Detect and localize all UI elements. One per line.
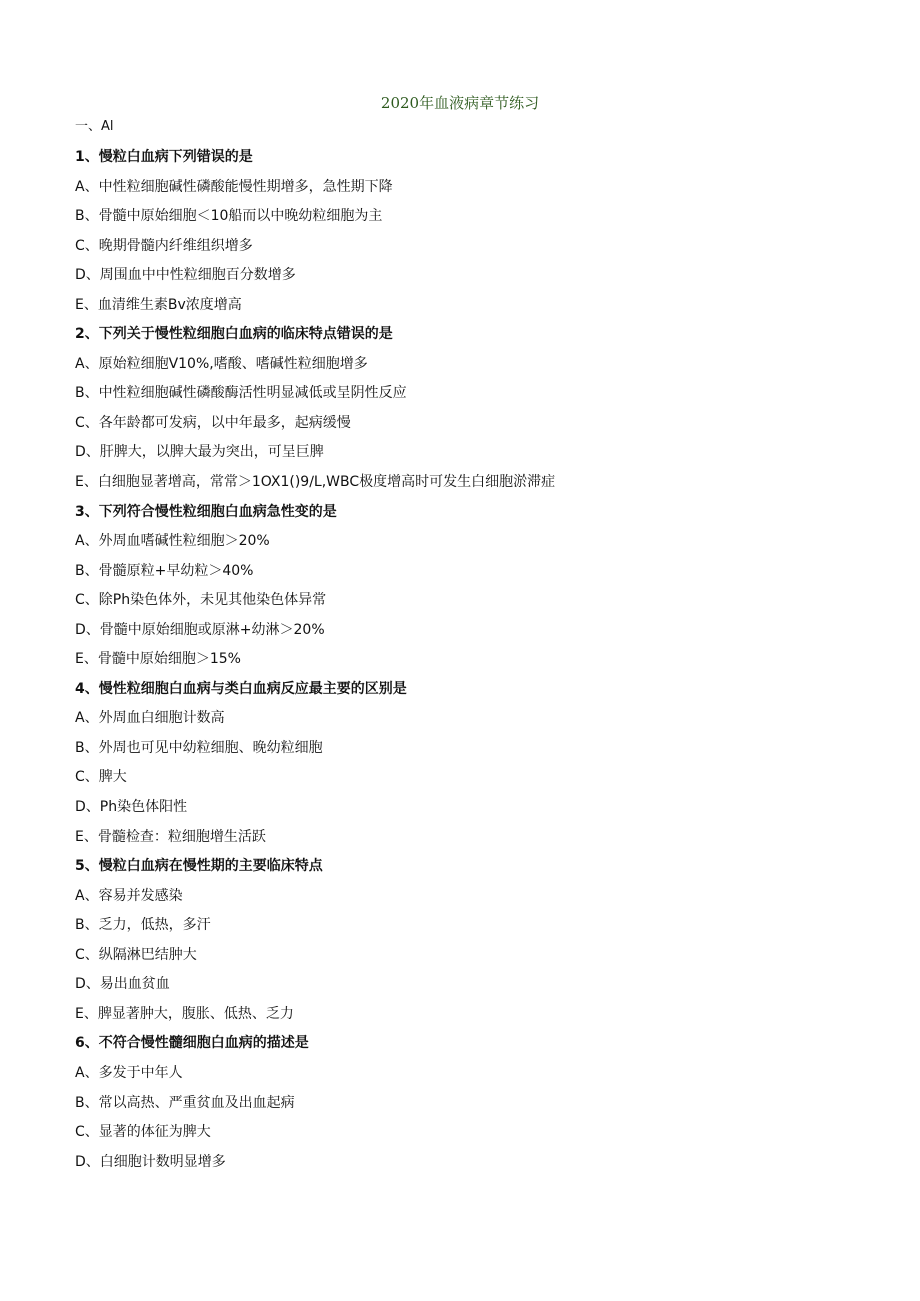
- question-6-option-c: C、显著的体征为脾大: [75, 1124, 211, 1141]
- question-1-option-c: C、晚期骨髓内纤维组织增多: [75, 237, 253, 254]
- question-2-stem: 2、下列关于慢性粒细胞白血病的临床特点错误的是: [75, 326, 393, 343]
- question-4-option-d: D、Ph染色体阳性: [75, 799, 188, 816]
- question-3-option-a: A、外周血嗜碱性粒细胞＞20%: [75, 533, 270, 550]
- question-2-option-c: C、各年龄都可发病，以中年最多，起病缓慢: [75, 414, 351, 431]
- question-3-option-b: B、骨髓原粒+早幼粒＞40%: [75, 562, 254, 579]
- question-3-option-c: C、除Ph染色体外，未见其他染色体异常: [75, 592, 327, 609]
- question-6-option-b: B、常以高热、严重贫血及出血起病: [75, 1094, 295, 1111]
- question-3-option-d: D、骨髓中原始细胞或原淋+幼淋＞20%: [75, 621, 325, 638]
- question-2-option-d: D、肝脾大，以脾大最为突出，可呈巨脾: [75, 444, 324, 461]
- question-5-option-c: C、纵隔淋巴结肿大: [75, 946, 197, 963]
- question-1-stem: 1、慢粒白血病下列错误的是: [75, 149, 253, 165]
- question-1-option-b: B、骨髓中原始细胞＜10船而以中晚幼粒细胞为主: [75, 208, 383, 225]
- question-2-option-a: A、原始粒细胞V10%,嗜酸、嗜碱性粒细胞增多: [75, 355, 368, 372]
- question-1-option-a: A、中性粒细胞碱性磷酸能慢性期增多，急性期下降: [75, 178, 393, 195]
- question-3-option-e: E、骨髓中原始细胞＞15%: [75, 651, 241, 668]
- question-5-option-e: E、脾显著肿大，腹胀、低热、乏力: [75, 1005, 294, 1022]
- question-6-option-a: A、多发于中年人: [75, 1064, 183, 1081]
- question-list: [75, 143, 855, 1177]
- question-2-option-e: E、白细胞显著增高，常常＞1OX1()9∕L,WBC极度增高时可发生白细胞淤滞症: [75, 474, 556, 491]
- question-5-option-b: B、乏力，低热，多汗: [75, 917, 211, 934]
- question-4-option-c: C、脾大: [75, 769, 127, 786]
- question-4-stem: 4、慢性粒细胞白血病与类白血病反应最主要的区别是: [75, 680, 407, 697]
- question-5-option-a: A、容易并发感染: [75, 887, 183, 904]
- document-title: 2020年血液病章节练习: [380, 94, 540, 112]
- question-4-option-e: E、骨髓检查：粒细胞增生活跃: [75, 828, 266, 845]
- question-6-stem: 6、不符合慢性髓细胞白血病的描述是: [75, 1035, 309, 1052]
- question-6-option-d: D、白细胞计数明显增多: [75, 1153, 226, 1170]
- question-4-option-a: A、外周血白细胞计数高: [75, 710, 225, 727]
- question-3-stem: 3、下列符合慢性粒细胞白血病急性变的是: [75, 503, 337, 520]
- question-4-option-b: B、外周也可见中幼粒细胞、晚幼粒细胞: [75, 739, 323, 756]
- question-1-option-d: D、周围血中中性粒细胞百分数增多: [75, 267, 296, 284]
- question-5-stem: 5、慢粒白血病在慢性期的主要临床特点: [75, 858, 323, 875]
- question-5-option-d: D、易出血贫血: [75, 976, 170, 993]
- section-heading: 一、Al: [75, 119, 114, 134]
- question-2-option-b: B、中性粒细胞碱性磷酸酶活性明显减低或呈阴性反应: [75, 385, 407, 402]
- question-1-option-e: E、血清维生素Bv浓度增高: [75, 296, 242, 313]
